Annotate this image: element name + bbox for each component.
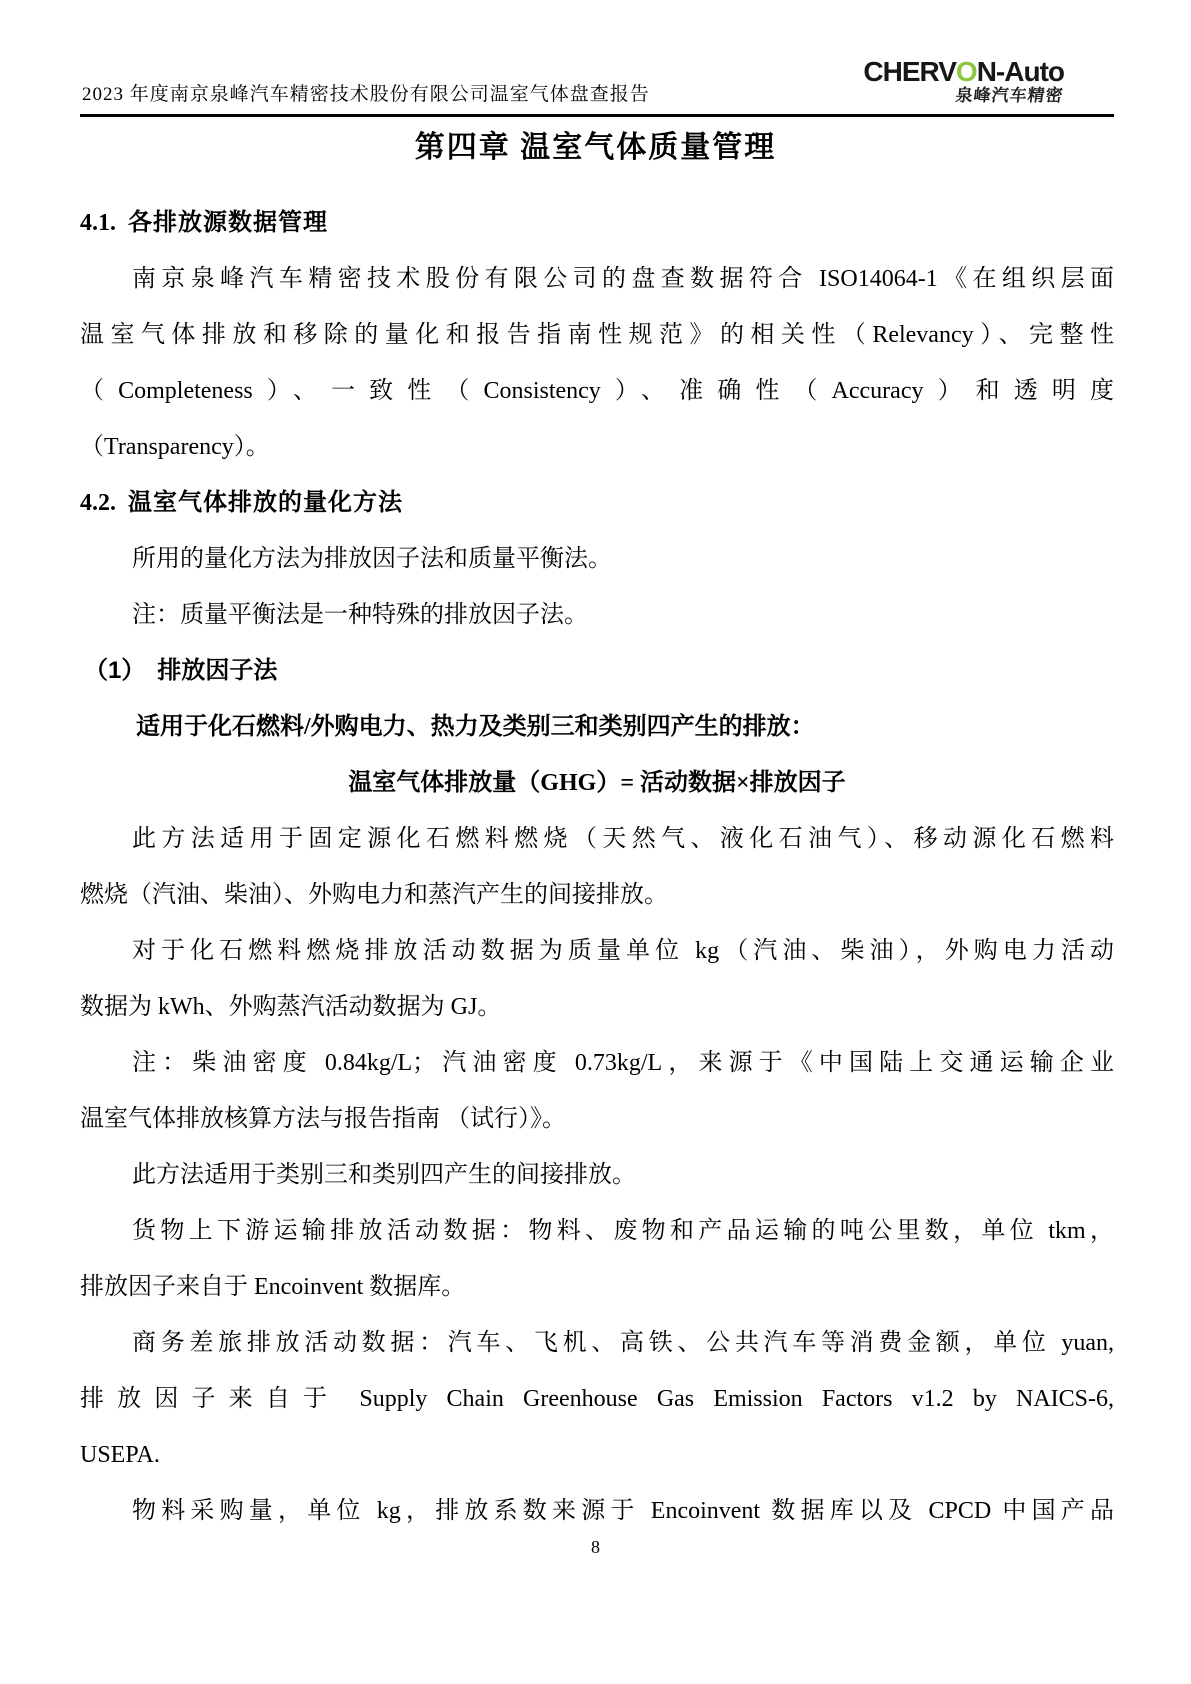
paragraph-line: 所用的量化方法为排放因子法和质量平衡法。: [132, 546, 612, 572]
paragraph-line: （Transparency）。: [80, 434, 270, 460]
section-number: 4.1.: [80, 210, 116, 236]
page-number: 8: [591, 1537, 600, 1557]
note-line: 注：柴油密度 0.84kg/L；汽油密度 0.73kg/L，来源于《中国陆上交通运输企业: [132, 1050, 1114, 1076]
paragraph-line: 商务差旅排放活动数据：汽车、飞机、高铁、公共汽车等消费金额，单位 yuan,: [132, 1330, 1114, 1356]
logo-subtitle: 泉峰汽车精密: [955, 86, 1065, 105]
bold-statement-line: 适用于化石燃料/外购电力、热力及类别三和类别四产生的排放：: [136, 714, 815, 740]
section-title: 各排放源数据管理: [128, 209, 328, 236]
logo-text-pre: CHERV: [863, 56, 956, 87]
paragraph-line: 物料采购量，单位 kg，排放系数来源于 Encoinvent 数据库以及 CPCD 中国产品: [132, 1498, 1114, 1524]
paragraph-line: 对于化石燃料燃烧排放活动数据为质量单位 kg（汽油、柴油），外购电力活动: [132, 938, 1114, 964]
paragraph-line: 燃烧（汽油、柴油）、外购电力和蒸汽产生的间接排放。: [80, 882, 668, 908]
chervon-auto-logo: [863, 58, 1064, 105]
paragraph-line: USEPA.: [80, 1442, 160, 1468]
paragraph-line: （Completeness）、一致性（Consistency）、准确性（Accuracy）和透明度: [80, 378, 1114, 404]
paragraph-line: 此方法适用于固定源化石燃料燃烧（天然气、液化石油气）、移动源化石燃料: [132, 826, 1114, 852]
paragraph-line: 数据为 kWh、外购蒸汽活动数据为 GJ。: [80, 994, 502, 1020]
paragraph-line: 排放因子来自于 Supply Chain Greenhouse Gas Emission Factors v1.2 by NAICS-6,: [80, 1386, 1114, 1412]
logo-wordmark: [863, 58, 1064, 86]
document-body: [80, 206, 1114, 1550]
chapter-title: 第四章 温室气体质量管理: [414, 131, 777, 164]
section-title: 温室气体排放的量化方法: [128, 489, 403, 516]
section-number: 4.2.: [80, 490, 116, 516]
section-heading-4-1: [80, 206, 1114, 262]
subheading-emission-factor-method: （1） 排放因子法: [84, 657, 278, 684]
ghg-formula-line: 温室气体排放量（GHG）= 活动数据×排放因子: [348, 770, 846, 796]
section-heading-4-2: [80, 486, 1114, 542]
logo-text-post: N-Auto: [976, 56, 1064, 87]
paragraph-line: 此方法适用于类别三和类别四产生的间接排放。: [132, 1162, 636, 1188]
paragraph-line: 温室气体排放核算方法与报告指南 （试行）》。: [80, 1106, 566, 1132]
header-report-title: 2023 年度南京泉峰汽车精密技术股份有限公司温室气体盘查报告: [82, 84, 650, 105]
paragraph-line: 温室气体排放和移除的量化和报告指南性规范》的相关性（Relevancy）、完整性: [80, 322, 1114, 348]
logo-green-o: O: [955, 56, 977, 87]
header-divider: [80, 114, 1114, 117]
paragraph-line: 货物上下游运输排放活动数据：物料、废物和产品运输的吨公里数，单位 tkm，: [132, 1218, 1114, 1244]
paragraph-line: 南京泉峰汽车精密技术股份有限公司的盘查数据符合 ISO14064-1《在组织层面: [132, 266, 1114, 292]
paragraph-line: 排放因子来自于 Encoinvent 数据库。: [80, 1274, 466, 1300]
note-line: 注：质量平衡法是一种特殊的排放因子法。: [132, 602, 588, 628]
